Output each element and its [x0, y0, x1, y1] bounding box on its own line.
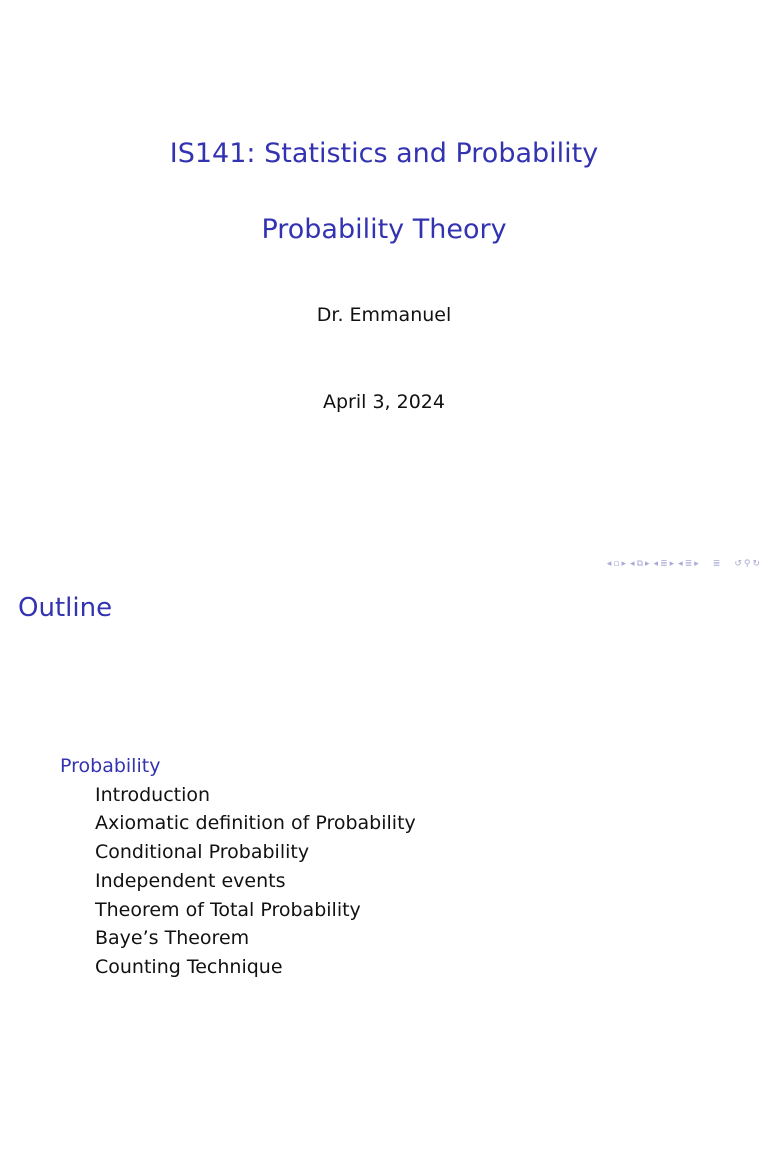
- nav-back-icon[interactable]: ↺: [734, 558, 742, 569]
- nav-frame-icon[interactable]: ▫: [613, 558, 620, 569]
- nav-frame-group: [607, 560, 626, 569]
- nav-section-icon[interactable]: ≣: [660, 558, 668, 569]
- presentation-subtitle: Probability Theory: [261, 214, 507, 245]
- nav-subsec-left-icon[interactable]: ◂: [678, 558, 683, 569]
- nav-frame-right-icon[interactable]: ▸: [621, 558, 627, 569]
- toc-subsection-counting-technique[interactable]: Counting Technique: [95, 955, 283, 978]
- table-of-contents: [60, 752, 416, 982]
- presentation-date: April 3, 2024: [323, 391, 445, 413]
- frame-title: Outline: [18, 593, 113, 623]
- outline-slide: [0, 576, 768, 1152]
- nav-subsec-icon[interactable]: ≣: [684, 558, 693, 569]
- nav-appendix-icon[interactable]: ≣: [712, 558, 721, 569]
- toc-subsection-axiomatic-definition[interactable]: Axiomatic definition of Probability: [95, 812, 416, 835]
- author-name: Dr. Emmanuel: [316, 304, 452, 326]
- nav-section-group: [654, 560, 675, 569]
- nav-subsec-group: [678, 560, 699, 569]
- nav-subsection-left-icon[interactable]: ◂: [630, 558, 635, 569]
- nav-section-left-icon[interactable]: ◂: [653, 558, 659, 569]
- toc-subsection-introduction[interactable]: Introduction: [95, 783, 211, 806]
- nav-subsection-right-icon[interactable]: ▸: [645, 558, 650, 569]
- nav-section-right-icon[interactable]: ▸: [669, 558, 675, 569]
- nav-subsec-right-icon[interactable]: ▸: [694, 558, 699, 569]
- nav-search-group: [734, 560, 760, 569]
- beamer-navigation-bar: [607, 557, 760, 571]
- nav-subsection-icon[interactable]: ⧉: [636, 558, 644, 569]
- toc-subsection-bayes-theorem[interactable]: Baye’s Theorem: [95, 927, 250, 950]
- nav-frame-left-icon[interactable]: ◂: [606, 558, 612, 569]
- nav-forward-icon[interactable]: ↻: [752, 558, 760, 569]
- course-title: IS141: Statistics and Probability: [169, 138, 599, 169]
- toc-subsection-conditional-probability[interactable]: Conditional Probability: [95, 841, 310, 864]
- toc-subsection-independent-events[interactable]: Independent events: [95, 869, 286, 892]
- nav-search-icon[interactable]: ⚲: [743, 558, 751, 569]
- nav-subsection-group: [630, 560, 650, 569]
- toc-section-probability[interactable]: Probability: [60, 755, 161, 777]
- toc-subsection-list: [60, 781, 416, 982]
- toc-subsection-total-probability[interactable]: Theorem of Total Probability: [95, 898, 361, 921]
